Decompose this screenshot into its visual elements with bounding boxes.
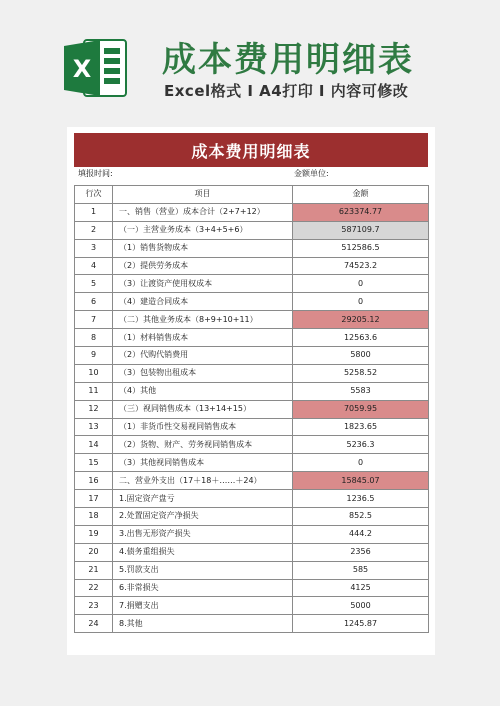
row-number-cell[interactable]: 21 — [75, 561, 113, 579]
row-amount-cell[interactable]: 0 — [293, 454, 429, 472]
table-row — [75, 508, 429, 526]
row-number-cell[interactable]: 13 — [75, 418, 113, 436]
table-row — [75, 561, 429, 579]
row-number-cell[interactable]: 20 — [75, 543, 113, 561]
row-number-cell[interactable]: 24 — [75, 615, 113, 633]
table-row — [75, 400, 429, 418]
row-item-cell[interactable]: （4）其他 — [113, 382, 293, 400]
page-subtitle: Excel格式 I A4打印 I 内容可修改 — [164, 82, 409, 100]
excel-logo-icon — [62, 36, 128, 100]
row-item-cell[interactable]: 5.罚款支出 — [113, 561, 293, 579]
row-amount-cell[interactable]: 587109.7 — [293, 221, 429, 239]
row-amount-cell[interactable]: 29205.12 — [293, 311, 429, 329]
table-row — [75, 203, 429, 221]
row-amount-cell[interactable]: 5258.52 — [293, 364, 429, 382]
row-number-cell[interactable]: 19 — [75, 525, 113, 543]
table-row — [75, 525, 429, 543]
row-number-cell[interactable]: 14 — [75, 436, 113, 454]
row-number-cell[interactable]: 15 — [75, 454, 113, 472]
row-number-cell[interactable]: 12 — [75, 400, 113, 418]
table-row — [75, 454, 429, 472]
row-number-cell[interactable]: 2 — [75, 221, 113, 239]
table-row — [75, 311, 429, 329]
page-header — [0, 0, 500, 118]
row-number-cell[interactable]: 11 — [75, 382, 113, 400]
row-amount-cell[interactable]: 15845.07 — [293, 472, 429, 490]
table-row — [75, 597, 429, 615]
cost-detail-table — [74, 185, 429, 633]
row-item-cell[interactable]: （1）材料销售成本 — [113, 329, 293, 347]
table-row — [75, 257, 429, 275]
sheet-banner-title: 成本费用明细表 — [74, 133, 428, 167]
row-amount-cell[interactable]: 5583 — [293, 382, 429, 400]
table-row — [75, 275, 429, 293]
table-row — [75, 579, 429, 597]
row-amount-cell[interactable]: 5000 — [293, 597, 429, 615]
row-amount-cell[interactable]: 12563.6 — [293, 329, 429, 347]
row-number-cell[interactable]: 3 — [75, 239, 113, 257]
row-item-cell[interactable]: （2）提供劳务成本 — [113, 257, 293, 275]
table-row — [75, 347, 429, 365]
row-item-cell[interactable]: 7.捐赠支出 — [113, 597, 293, 615]
table-row — [75, 221, 429, 239]
row-item-cell[interactable]: 6.非常损失 — [113, 579, 293, 597]
table-row — [75, 472, 429, 490]
row-item-cell[interactable]: 2.处置固定资产净损失 — [113, 508, 293, 526]
row-amount-cell[interactable]: 5236.3 — [293, 436, 429, 454]
row-number-cell[interactable]: 18 — [75, 508, 113, 526]
row-number-cell[interactable]: 9 — [75, 347, 113, 365]
row-number-cell[interactable]: 7 — [75, 311, 113, 329]
row-amount-cell[interactable]: 1823.65 — [293, 418, 429, 436]
row-number-cell[interactable]: 22 — [75, 579, 113, 597]
fill-time-label: 填报时间: — [78, 169, 113, 178]
row-amount-cell[interactable]: 1236.5 — [293, 490, 429, 508]
column-header-item: 项目 — [113, 186, 293, 204]
row-amount-cell[interactable]: 4125 — [293, 579, 429, 597]
row-number-cell[interactable]: 6 — [75, 293, 113, 311]
table-row — [75, 382, 429, 400]
table-row — [75, 436, 429, 454]
row-amount-cell[interactable]: 1245.87 — [293, 615, 429, 633]
row-item-cell[interactable]: （1）销售货物成本 — [113, 239, 293, 257]
row-amount-cell[interactable]: 512586.5 — [293, 239, 429, 257]
row-item-cell[interactable]: 4.债务重组损失 — [113, 543, 293, 561]
table-row — [75, 329, 429, 347]
row-item-cell[interactable]: 1.固定资产盘亏 — [113, 490, 293, 508]
row-number-cell[interactable]: 23 — [75, 597, 113, 615]
row-amount-cell[interactable]: 0 — [293, 293, 429, 311]
row-amount-cell[interactable]: 0 — [293, 275, 429, 293]
row-number-cell[interactable]: 4 — [75, 257, 113, 275]
row-item-cell[interactable]: 二、营业外支出（17＋18＋……＋24） — [113, 472, 293, 490]
column-header-amount: 金额 — [293, 186, 429, 204]
row-item-cell[interactable]: 8.其他 — [113, 615, 293, 633]
row-item-cell[interactable]: （3）其他视同销售成本 — [113, 454, 293, 472]
row-item-cell[interactable]: （3）包装物出租成本 — [113, 364, 293, 382]
row-number-cell[interactable]: 5 — [75, 275, 113, 293]
row-amount-cell[interactable]: 74523.2 — [293, 257, 429, 275]
row-amount-cell[interactable]: 444.2 — [293, 525, 429, 543]
page-title: 成本费用明细表 — [162, 40, 414, 80]
row-amount-cell[interactable]: 623374.77 — [293, 203, 429, 221]
table-row — [75, 543, 429, 561]
row-item-cell[interactable]: （2）代购代销费用 — [113, 347, 293, 365]
row-item-cell[interactable]: 一、销售（营业）成本合计（2+7+12） — [113, 203, 293, 221]
table-header-row — [75, 186, 429, 204]
unit-label: 金额单位: — [294, 169, 329, 178]
table-row — [75, 615, 429, 633]
row-item-cell[interactable]: （一）主营业务成本（3+4+5+6） — [113, 221, 293, 239]
row-item-cell[interactable]: （3）让渡资产使用权成本 — [113, 275, 293, 293]
logo-letter: X — [72, 55, 92, 83]
row-number-cell[interactable]: 1 — [75, 203, 113, 221]
row-item-cell[interactable]: （1）非货币性交易视同销售成本 — [113, 418, 293, 436]
row-item-cell[interactable]: （2）货物、财产、劳务视同销售成本 — [113, 436, 293, 454]
table-row — [75, 364, 429, 382]
table-row — [75, 239, 429, 257]
row-item-cell[interactable]: （二）其他业务成本（8+9+10+11） — [113, 311, 293, 329]
row-amount-cell[interactable]: 585 — [293, 561, 429, 579]
table-row — [75, 293, 429, 311]
row-number-cell[interactable]: 10 — [75, 364, 113, 382]
row-number-cell[interactable]: 8 — [75, 329, 113, 347]
row-number-cell[interactable]: 17 — [75, 490, 113, 508]
row-amount-cell[interactable]: 852.5 — [293, 508, 429, 526]
row-item-cell[interactable]: （三）视同销售成本（13+14+15） — [113, 400, 293, 418]
column-header-row-no: 行次 — [75, 186, 113, 204]
table-row — [75, 418, 429, 436]
row-item-cell[interactable]: （4）建造合同成本 — [113, 293, 293, 311]
row-amount-cell[interactable]: 7059.95 — [293, 400, 429, 418]
row-amount-cell[interactable]: 5800 — [293, 347, 429, 365]
row-item-cell[interactable]: 3.出售无形资产损失 — [113, 525, 293, 543]
row-amount-cell[interactable]: 2356 — [293, 543, 429, 561]
table-row — [75, 490, 429, 508]
row-number-cell[interactable]: 16 — [75, 472, 113, 490]
